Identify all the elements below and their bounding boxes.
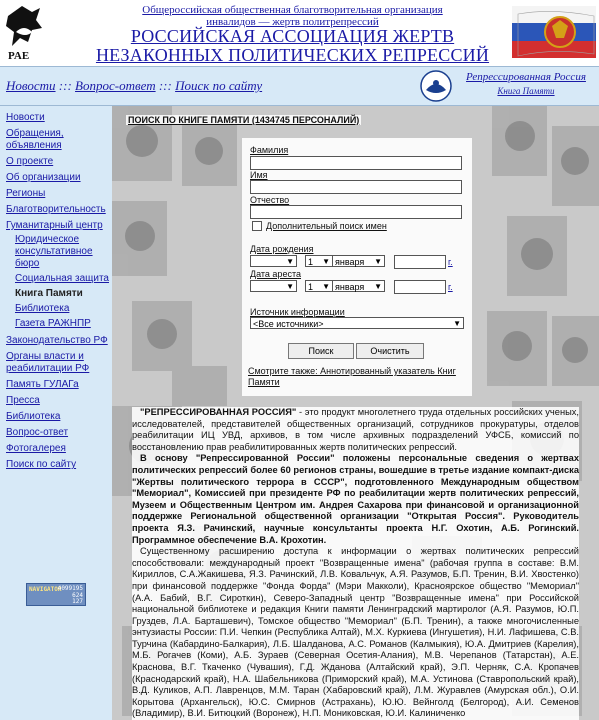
search-button[interactable]: Поиск (288, 343, 354, 359)
organization-logo-icon[interactable] (2, 2, 46, 62)
chevron-down-icon: ▼ (374, 282, 382, 291)
arrest-date-label: Дата ареста (250, 269, 301, 279)
sidebar-item (6, 172, 110, 184)
article-p1-rest: - это продукт многолетнего труда отдельных российских ученых, исследователей, представителей общественных организаций, сотрудников прокуратуры, отделов реабилитации ИЦ УВД, архивов, в том числе архивных подразделений УФСБ, комиссий по восстановлению прав реабилитированных жертв политических репрессий. (132, 407, 579, 452)
sidebar-item-social-protection[interactable]: Социальная защита (15, 273, 109, 284)
birth-year-input[interactable] (394, 255, 446, 269)
sidebar-item-newspaper[interactable]: Газета РАЖНПР (15, 318, 91, 329)
arrest-month-value: января (335, 282, 365, 292)
sidebar-item-library[interactable]: Библиотека (6, 411, 61, 422)
chevron-down-icon: ▼ (286, 257, 294, 266)
arrest-year-suffix: г. (448, 282, 453, 292)
project-title-link[interactable]: Репрессированная Россия (466, 71, 586, 83)
sidebar-item (6, 220, 110, 232)
birth-date-label: Дата рождения (250, 244, 314, 254)
arrest-unknown-select[interactable] (250, 280, 297, 292)
header-title[interactable]: РОССИЙСКАЯ АССОЦИАЦИЯ ЖЕРТВ НЕЗАКОННЫХ ПОЛИТИЧЕСКИХ РЕПРЕССИЙ (95, 26, 490, 65)
arrest-year-input[interactable] (394, 280, 446, 294)
header-subtitle[interactable]: Общероссийская общественная благотворительная организация инвалидов — жертв политрепрессий (142, 4, 443, 28)
sidebar-item (6, 112, 110, 124)
site-header (0, 0, 599, 66)
birth-day-value: 1 (308, 257, 314, 267)
sidebar-item (6, 156, 110, 168)
sidebar-subitem (6, 234, 110, 270)
counter-online: 127 (72, 598, 83, 605)
name-label: Имя (250, 170, 268, 180)
sidebar-subitem (6, 288, 110, 300)
sidebar-item (6, 411, 110, 423)
source-value: <Все источники> (253, 319, 324, 329)
sidebar-item-charity[interactable]: Благотворительность (6, 204, 106, 215)
birth-day-select[interactable] (305, 255, 333, 267)
sidebar-item-news[interactable]: Новости (6, 112, 45, 123)
sidebar-item (6, 427, 110, 439)
sidebar-menu (6, 112, 110, 475)
search-heading: ПОИСК ПО КНИГЕ ПАМЯТИ (1434745 ПЕРСОНАЛИЙ) (128, 115, 360, 125)
sidebar-item (6, 379, 110, 391)
sidebar-item-memory-book[interactable]: Книга Памяти (15, 288, 83, 299)
birth-month-value: января (335, 257, 365, 267)
sidebar-item-appeals[interactable]: Обращения, объявления (6, 128, 64, 151)
arrest-day-select[interactable] (305, 280, 333, 292)
sidebar-item (6, 351, 110, 375)
sidebar-subitem (6, 273, 110, 285)
counter-total: 4099195 (57, 585, 83, 592)
sidebar-item-legal-bureau[interactable]: Юридическое консультативное бюро (15, 234, 93, 269)
repressed-russia-emblem-icon[interactable] (420, 70, 452, 102)
sidebar-item-gulag-memory[interactable]: Память ГУЛАГа (6, 379, 79, 390)
article-lead: "РЕПРЕССИРОВАННАЯ РОССИЯ" (140, 407, 297, 417)
chevron-down-icon: ▼ (453, 319, 461, 328)
patronymic-label: Отчество (250, 195, 290, 205)
clear-button[interactable]: Очистить (356, 343, 424, 359)
extra-names-checkbox[interactable] (252, 221, 262, 231)
sidebar (0, 106, 112, 720)
surname-input[interactable] (250, 156, 462, 170)
patronymic-input[interactable] (250, 205, 462, 219)
main-content (112, 106, 599, 720)
source-select[interactable] (250, 317, 464, 329)
svg-text:PAE: PAE (8, 50, 30, 62)
sidebar-item (6, 188, 110, 200)
top-navigation (0, 66, 599, 106)
arrest-day-value: 1 (308, 282, 314, 292)
sidebar-item-about-organization[interactable]: Об организации (6, 172, 81, 183)
surname-label: Фамилия (250, 145, 289, 155)
project-subtitle-link[interactable]: Книга Памяти (497, 86, 555, 96)
birth-unknown-select[interactable] (250, 255, 297, 267)
nav-separator: ::: (58, 78, 72, 93)
sidebar-item-photo-gallery[interactable]: Фотогалерея (6, 443, 66, 454)
article-paragraph-3: Существенному расширению доступа к информации о жертвах политических репрессий способствовали: международный проект "Возвращенные имена" (рабочая группа в составе: В.М. Кириллов, С.А.Жакишева, Я.З. Рачинский, Л.В. Ковальчук, А.Я. Разумов, Б.П. Тренин, В.И. Хвостенко) при финансовой поддержке "Фонда Форда" (Мэри Макколи), Красноярское общество "Мемориал" (А.А. Бабий, В.Г. Сироткин), Северо-Западный центр "Возвращенные имена" при Российской национальной библиотеке и редакция Книги памяти Ленинградский мартиролог (А.Я. Разумов, Ю.П. Груздев, Л.А. Барташевич), Томское общество "Мемориал" (Б.П. Тренин), а также многочисленные энтузиасты России: П.И. Чепкин (Республика Алтай), М.Х. Куркиева (Ингушетия), Н.И. Лафишева, С.В. Турчина (Кабардино-Балкария), Л.Б. Шалданова, А.С. Романов (Калмыкия), Ю.А. Дмитриев (Карелия), М.Б. Рогачев (Коми), А.Б. Зураев (Северная Осетия-Алания), М.В. Черепанов (Татарстан), А.Е. Краснова, В.Г. Ткаченко (Чувашия), Г.Д. Жданова (Алтайский край), Э.П. Черняк, С.А. Кропачев (Краснодарский край), Н.А. Шабельникова (Приморский край), М.А. Устинова (Ставропольский край), В.Д. Куликов, А.П. Лавренцов, М.М. Таран (Хабаровский край), Л.М. Журавлев (Амурская обл.), О.И. Корытова (Архангельск), Ю.С. Смирнов (Астрахань), Ю.Ю. Вейнголд (Белгород), А.И. Семенов (Владимир), В.И. Битюцкий (Воронеж), Н.П. Мониковская, Ю.И. Калиниченко (132, 546, 579, 719)
sidebar-item-regions[interactable]: Регионы (6, 188, 46, 199)
sidebar-item (6, 459, 110, 471)
sidebar-item-library-sub[interactable]: Библиотека (15, 303, 70, 314)
sidebar-subitem (6, 318, 110, 330)
russian-flag-emblem-icon (512, 6, 596, 58)
source-label: Источник информации (250, 307, 345, 317)
sidebar-item-authorities[interactable]: Органы власти и реабилитации РФ (6, 351, 90, 374)
chevron-down-icon: ▼ (286, 282, 294, 291)
nav-link-site-search[interactable]: Поиск по сайту (175, 78, 263, 93)
visitor-counter[interactable] (26, 583, 86, 606)
sidebar-subitem (6, 303, 110, 315)
nav-link-faq[interactable]: Вопрос-ответ (75, 78, 156, 93)
sidebar-item (6, 395, 110, 407)
sidebar-item (6, 335, 110, 347)
chevron-down-icon: ▼ (374, 257, 382, 266)
sidebar-item-faq[interactable]: Вопрос-ответ (6, 427, 69, 438)
birth-month-select[interactable] (332, 255, 385, 267)
sidebar-item (6, 204, 110, 216)
sidebar-item-press[interactable]: Пресса (6, 395, 40, 406)
nav-link-news[interactable]: Новости (6, 78, 56, 93)
nav-separator: ::: (158, 78, 172, 93)
sidebar-item-humanitarian-center[interactable]: Гуманитарный центр (6, 220, 103, 231)
birth-year-suffix: г. (448, 257, 453, 267)
sidebar-item-about-project[interactable]: О проекте (6, 156, 54, 167)
chevron-down-icon: ▼ (322, 257, 330, 266)
chevron-down-icon: ▼ (322, 282, 330, 291)
sidebar-item-site-search[interactable]: Поиск по сайту (6, 459, 77, 470)
sidebar-item-legislation[interactable]: Законодательство РФ (6, 335, 108, 346)
article-paragraph-2: В основу "Репрессированной России" положены персональные сведения о жертвах политических репрессий более 60 регионов страны, вошедшие в третье издание компакт-диска "Жертвы политического террора в СССР", подготовленного Международным обществом "Мемориал", Комиссией при президенте РФ по реабилитации жертв политических репрессий, Музеем и Общественным Центром им. Андрея Сахарова при финансовой и организационной поддержке Региональной общественной организации "Открытая Россия". Руководитель проекта Я.З. Рачинский, научные консультанты проекта Н.Г. Охотин, А.Б. Рогинский. Программное обеспечение В.А. Крохотин. (132, 453, 579, 545)
counter-today: 624 (72, 592, 83, 599)
see-also-link[interactable]: Смотрите также: Аннотированный указатель Книг Памяти (248, 366, 456, 387)
article-text (132, 407, 579, 720)
counter-label: NAVIGATOR (29, 586, 62, 593)
sidebar-item (6, 443, 110, 455)
extra-names-label[interactable]: Дополнительный поиск имен (266, 221, 387, 231)
sidebar-item (6, 128, 110, 152)
article-paragraph-1 (132, 407, 579, 453)
name-input[interactable] (250, 180, 462, 194)
arrest-month-select[interactable] (332, 280, 385, 292)
